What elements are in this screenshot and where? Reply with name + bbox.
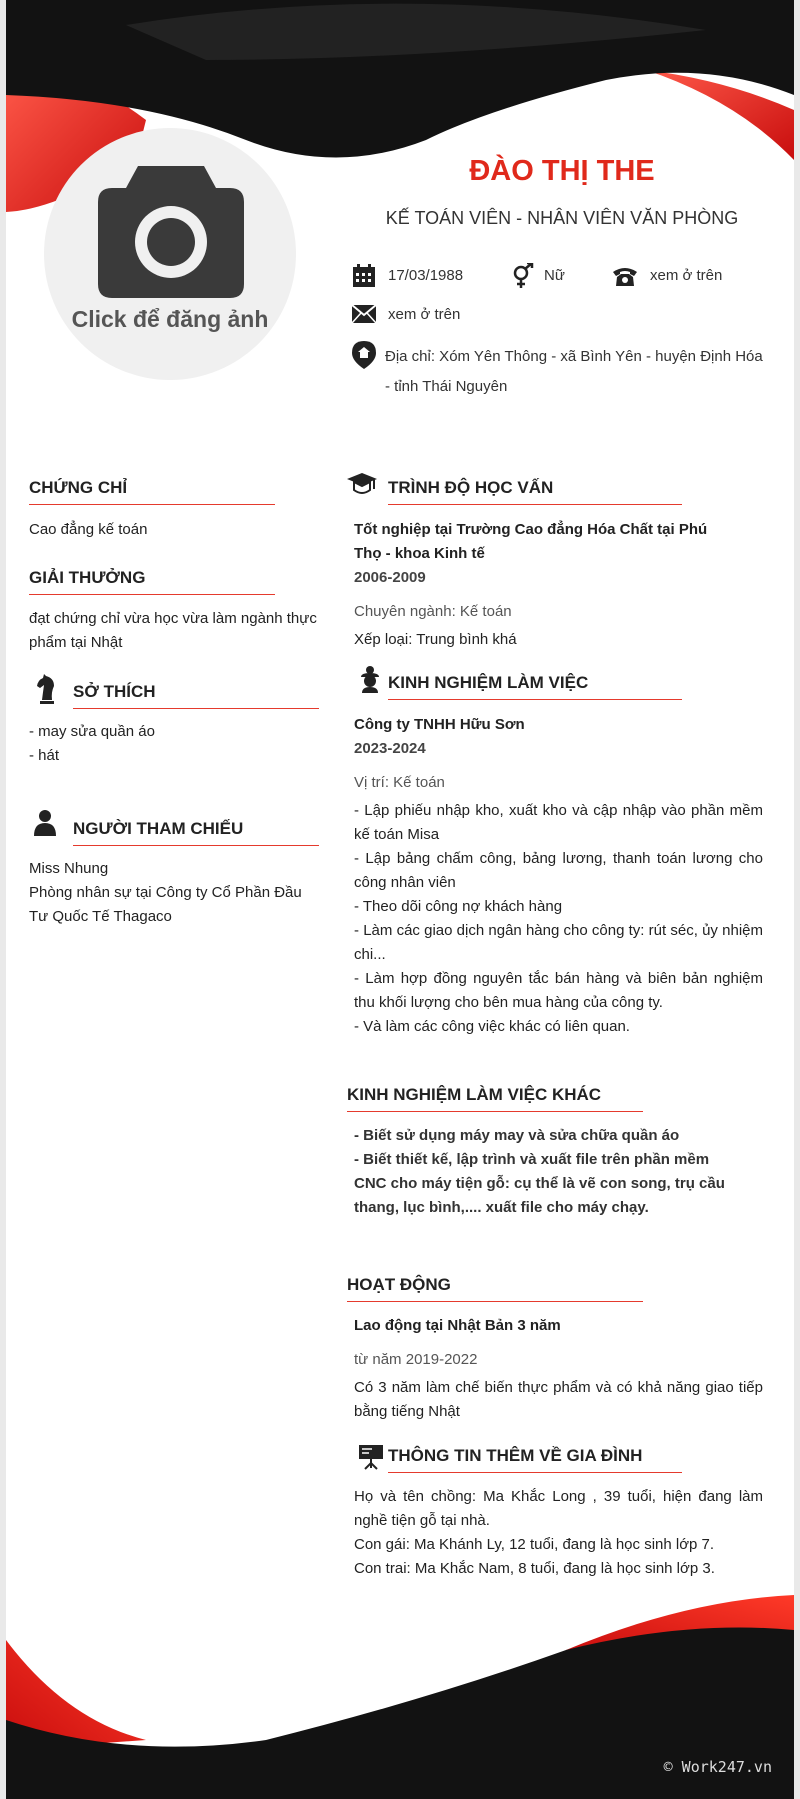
- experience-duty: - Làm các giao dịch ngân hàng cho công ty: rút séc, ủy nhiệm chi...: [354, 922, 763, 963]
- dob-value: 17/03/1988: [388, 267, 464, 284]
- experience-period: 2023-2024: [354, 740, 426, 757]
- cv-page: [6, 0, 794, 1799]
- graduation-cap-icon: [346, 471, 378, 499]
- family-item: Con trai: Ma Khắc Nam, 8 tuổi, đang là học sinh lớp 3.: [354, 1560, 715, 1577]
- family-item: Con gái: Ma Khánh Ly, 12 tuổi, đang là học sinh lớp 7.: [354, 1536, 715, 1553]
- education-period: 2006-2009: [354, 569, 426, 586]
- reference-item: Phòng nhân sự tại Công ty Cổ Phần Đầu Tư Quốc Tế Thagaco: [29, 884, 302, 925]
- references-list: [29, 857, 324, 929]
- phone-info: [612, 264, 762, 288]
- gender-icon: [510, 263, 534, 289]
- award-item: đạt chứng chỉ vừa học vừa làm ngành thực phẩm tại Nhật: [29, 610, 317, 651]
- education-section: [388, 478, 682, 505]
- experience-section: [388, 673, 682, 700]
- candidate-role: KẾ TOÁN VIÊN - NHÂN VIÊN VĂN PHÒNG: [385, 208, 739, 228]
- activities-section: [347, 1275, 643, 1302]
- experience-duty: - Lập bảng chấm công, bảng lương, thanh toán lương cho công nhân viên: [354, 850, 763, 891]
- certificates-title: CHỨNG CHỈ: [29, 478, 128, 497]
- camera-icon: [98, 166, 244, 298]
- awards-title: GIẢI THƯỞNG: [29, 568, 146, 587]
- hobbies-section: [73, 682, 319, 709]
- activity-name: Lao động tại Nhật Bản 3 năm: [354, 1317, 561, 1334]
- reference-item: Miss Nhung: [29, 860, 109, 877]
- experience-duty: - Theo dõi công nợ khách hàng: [354, 898, 563, 915]
- family-content: [354, 1485, 763, 1581]
- family-item: Họ và tên chồng: Ma Khắc Long , 39 tuổi, hiện đang làm nghề tiện gỗ tại nhà.: [354, 1488, 763, 1529]
- email-value: xem ở trên: [388, 306, 461, 323]
- address-value: Địa chỉ: Xóm Yên Thông - xã Bình Yên - huyện Định Hóa - tỉnh Thái Nguyên: [385, 348, 763, 395]
- activities-title: HOẠT ĐỘNG: [347, 1275, 451, 1294]
- awards-list: [29, 607, 319, 655]
- other-experience-content: [354, 1124, 734, 1220]
- avatar-upload[interactable]: [44, 128, 296, 380]
- certificates-section: [29, 478, 275, 505]
- certificate-item: Cao đẳng kế toán: [29, 521, 148, 538]
- certificates-list: [29, 518, 309, 542]
- activities-content: [354, 1314, 763, 1424]
- education-grade: Xếp loại: Trung bình khá: [354, 631, 517, 648]
- hobby-item: - hát: [29, 747, 60, 764]
- other-experience-item: - Biết sử dụng máy may và sửa chữa quần áo: [354, 1127, 680, 1144]
- other-experience-section: [347, 1085, 643, 1112]
- dob-info: [352, 264, 472, 288]
- phone-value: xem ở trên: [650, 267, 723, 284]
- hobby-item: - may sửa quần áo: [29, 723, 155, 740]
- family-section: [388, 1446, 682, 1473]
- experience-content: [354, 713, 763, 1039]
- family-title: THÔNG TIN THÊM VỀ GIA ĐÌNH: [388, 1446, 643, 1465]
- experience-duty: - Và làm các công việc khác có liên quan.: [354, 1018, 630, 1035]
- activity-desc: Có 3 năm làm chế biến thực phẩm và có khả năng giao tiếp bằng tiếng Nhật: [354, 1379, 763, 1420]
- experience-company: Công ty TNHH Hữu Sơn: [354, 716, 525, 733]
- experience-position: Vị trí: Kế toán: [354, 774, 445, 791]
- hobbies-list: [29, 720, 319, 768]
- gender-info: [510, 263, 590, 287]
- phone-icon: [612, 264, 638, 288]
- worker-icon: [358, 665, 382, 693]
- experience-duty: - Làm hợp đồng nguyên tắc bán hàng và biên bản nghiệm thu khối lượng cho bên mua hàng của công ty.: [354, 970, 763, 1011]
- activity-period: từ năm 2019-2022: [354, 1351, 478, 1368]
- experience-duty: - Lập phiếu nhập kho, xuất kho và cập nhập vào phần mềm kế toán Misa: [354, 802, 763, 843]
- hobbies-title: SỞ THÍCH: [73, 682, 156, 701]
- person-icon: [34, 810, 56, 836]
- photo-upload-label: Click để đăng ảnh: [71, 306, 269, 332]
- chess-knight-icon: [34, 674, 58, 706]
- education-school: Tốt nghiệp tại Trường Cao đẳng Hóa Chất tại Phú Thọ - khoa Kinh tế: [354, 521, 708, 562]
- references-title: NGƯỜI THAM CHIẾU: [73, 819, 244, 838]
- footer-credit: © Work247.vn: [663, 1758, 772, 1776]
- location-pin-icon: [352, 341, 376, 369]
- references-section: [73, 819, 319, 846]
- calendar-icon: [352, 264, 376, 288]
- presentation-board-icon: [358, 1444, 384, 1470]
- education-content: [354, 518, 714, 652]
- envelope-icon: [352, 304, 376, 324]
- other-experience-item: - Biết thiết kế, lập trình và xuất file trên phần mềm CNC cho máy tiện gỗ: cụ thể là vẽ con song, trụ cầu thang, lục bình,.... xuất file cho máy chạy.: [354, 1151, 725, 1216]
- education-major: Chuyên ngành: Kế toán: [354, 603, 512, 620]
- education-title: TRÌNH ĐỘ HỌC VẤN: [388, 478, 554, 497]
- gender-value: Nữ: [544, 267, 565, 284]
- other-experience-title: KINH NGHIỆM LÀM VIỆC KHÁC: [347, 1085, 602, 1104]
- candidate-name: ĐÀO THỊ THE: [469, 155, 655, 187]
- experience-title: KINH NGHIỆM LÀM VIỆC: [388, 673, 589, 692]
- email-info: [352, 304, 502, 326]
- awards-section: [29, 568, 275, 595]
